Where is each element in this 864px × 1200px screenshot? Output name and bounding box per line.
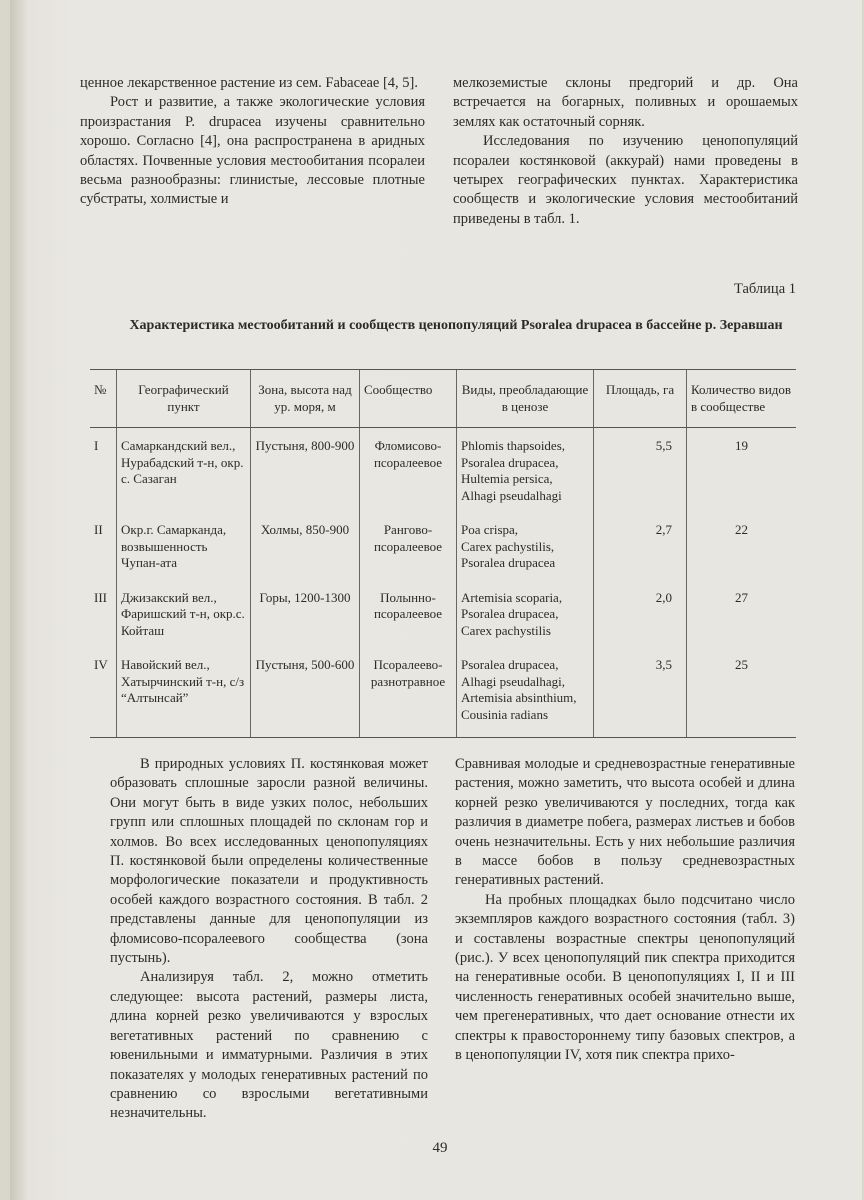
cell-zone: Горы, 1200-1300	[251, 586, 360, 654]
cell-place: Окр.г. Самарканда, возвышенность Чупан-ата	[117, 518, 251, 586]
table-row	[90, 428, 796, 519]
species-name: Hultemia persica,	[461, 471, 553, 486]
species-name: Artemisia absinthium,	[461, 690, 577, 705]
cell-community: Рангово-псоралеевое	[360, 518, 457, 586]
species-name: Artemisia scoparia,	[461, 589, 563, 605]
cell-species	[457, 653, 594, 738]
cell-num: IV	[90, 653, 117, 738]
species-name: Psoralea drupacea,	[461, 454, 559, 470]
cell-num: I	[94, 438, 99, 453]
cell-area: 2,0	[594, 586, 687, 654]
species-name: Carex pachystilis	[461, 622, 551, 638]
cell-count: 22	[687, 518, 797, 586]
species-name: Alhagi pseudalhagi	[461, 487, 562, 503]
cell-place: Самаркандский вел., Нурабадский т-н, окр. с. Сазаган	[117, 428, 251, 519]
page-sheet	[10, 0, 862, 1200]
cell-count: 27	[687, 586, 797, 654]
header-species: Виды, преобладающие в ценозе	[457, 370, 594, 428]
header-count: Количество видов в сообществе	[687, 370, 797, 428]
cell-num: III	[94, 589, 107, 605]
cell-area: 5,5	[594, 428, 687, 519]
header-area: Площадь, га	[594, 370, 687, 428]
cell-place: Джизакский вел., Фаришский т-н, окр.с. Койташ	[117, 586, 251, 654]
species-name: Psoralea drupacea,	[461, 606, 559, 621]
cell-species	[457, 586, 594, 654]
species-name: Alhagi pseudalhagi,	[461, 673, 565, 689]
cell-place: Навойский вел., Хатырчинский т-н, с/з “Алтынсай”	[117, 653, 251, 738]
page-number: 49	[432, 1140, 448, 1156]
species-name: Psoralea drupacea,	[461, 657, 559, 672]
header-place: Географический пункт	[117, 370, 251, 428]
habitat-table	[90, 369, 796, 738]
text-column-bottom-left	[110, 755, 428, 1124]
species-name: Phlomis thapsoides,	[461, 438, 566, 453]
cell-community: Псоралеево-разнотравное	[360, 653, 457, 738]
paragraph: Анализируя табл. 2, можно отметить следующее: высота растений, размеры листа, длина корней резко увеличиваются у взрослых вегетативных растений по сравнению с ювенильными и имматурными. Различия в этих показателях у молодых генеративных растений по сравнению со взрослыми вегетативными незначительны.	[110, 969, 428, 1122]
paragraph: мелкоземистые склоны предгорий и др. Она встречается на богарных, поливных и орошаемых землях как остаточный сорняк.	[453, 75, 798, 130]
paragraph: В природных условиях П. костянковая может образовать сплошные заросли разной величины. Они могут быть в виде узких полос, небольших групп или сплошных площадей по склонам гор и холмов. Во всех исследованных ценопопуляциях П. костянковой были определены количественные морфологические показатели и продуктивность особей каждого возрастного состояния. В табл. 2 представлены данные для ценопопуляции из фломисово-псоралеевого сообщества (зона пустынь).	[110, 756, 428, 967]
species-name: Carex pachystilis,	[461, 538, 555, 554]
species-name: Poa crispa,	[461, 522, 519, 537]
table-title: Характеристика местообитаний и сообществ ценопопуляций Psoralea drupacea в бассейне р. Зеравшан	[129, 318, 783, 333]
text-column-top-left	[80, 74, 425, 210]
cell-species	[457, 518, 594, 586]
table-header-row	[90, 370, 796, 428]
paragraph: На пробных площадках было подсчитано число экземпляров каждого возрастного состояния (табл. 3) и составлены возрастные спектры ценопопуляций (рис.). У всех ценопопуляций пик спектра приходится на генеративные особи. В ценопопуляциях I, II и III численность генеративных особей значительно выше, чем прегенеративных, что дает основание отнести их спектры к правостороннему типу базовых спектров, а в ценопопуляции IV, хотя пик спектра прихо-	[455, 891, 795, 1064]
cell-area: 2,7	[594, 518, 687, 586]
species-name: Cousinia radians	[461, 706, 549, 722]
cell-area: 3,5	[594, 653, 687, 738]
header-community: Сообщество	[360, 370, 457, 428]
text-column-top-right	[453, 74, 798, 229]
cell-species	[457, 428, 594, 519]
text-column-bottom-right	[455, 755, 795, 1066]
table-row	[90, 518, 796, 586]
paragraph: Сравнивая молодые и средневозрастные генеративные растения, можно заметить, что высота особей и длина корней резко увеличиваются у последних, тогда как различия в диаметре побега, размерах листьев и бобов очень незначительны. Есть у них небольшие различия в массе бобов в пользу средневозрастных генеративных растений.	[455, 756, 795, 889]
cell-community: Фломисово-псоралеевое	[360, 428, 457, 519]
paragraph: ценное лекарственное растение из сем. Fabaceae [4, 5].	[80, 75, 419, 91]
paragraph: Рост и развитие, а также экологические условия произрастания P. drupacea изучены сравнительно хорошо. Согласно [4], она распространена в аридных областях. Почвенные условия местообитания псоралеи весьма разнообразны: глинистые, лессовые плотные субстраты, холмистые и	[80, 94, 425, 208]
table-row	[90, 586, 796, 654]
table-label: Таблица 1	[733, 281, 796, 297]
species-name: Psoralea drupacea	[461, 555, 556, 570]
header-num: №	[90, 370, 117, 428]
cell-community: Полынно-псоралеевое	[360, 586, 457, 654]
cell-num: II	[94, 522, 103, 537]
cell-zone: Холмы, 850-900	[251, 518, 360, 586]
cell-count: 19	[687, 428, 797, 519]
paragraph: Исследования по изучению ценопопуляций псоралеи костянковой (аккурай) нами проведены в четырех географических пунктах. Характеристика сообществ и экологические условия местообитаний приведены в табл. 1.	[453, 133, 798, 227]
cell-zone: Пустыня, 800-900	[251, 428, 360, 519]
cell-zone: Пустыня, 500-600	[251, 653, 360, 738]
cell-count: 25	[687, 653, 797, 738]
header-zone: Зона, высота над ур. моря, м	[251, 370, 360, 428]
table-row	[90, 653, 796, 738]
